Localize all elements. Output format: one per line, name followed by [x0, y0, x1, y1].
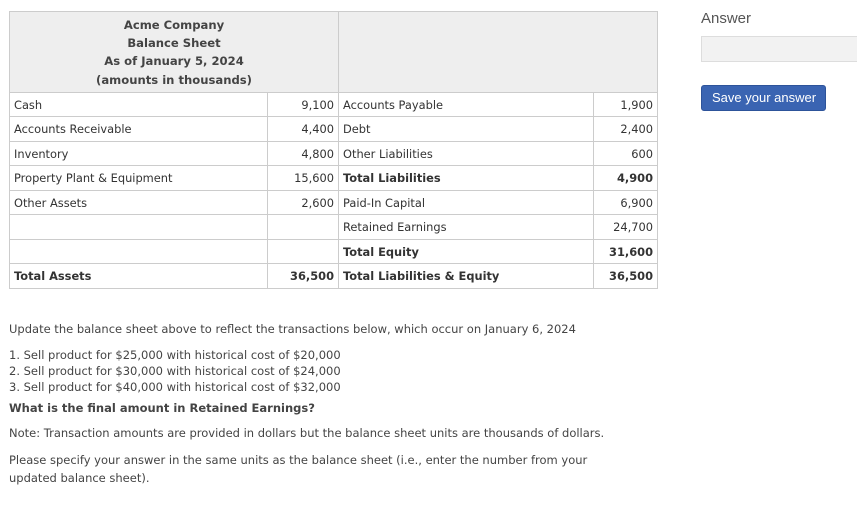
retained-earnings-label: Retained Earnings	[339, 215, 594, 240]
balance-sheet-table	[9, 11, 658, 289]
retained-earnings-value: 24,700	[594, 215, 658, 240]
total-equity-label: Total Equity	[339, 239, 594, 264]
total-liabilities-label: Total Liabilities	[339, 166, 594, 191]
asset-value: 15,600	[268, 166, 339, 191]
total-equity-value: 31,600	[594, 239, 658, 264]
question-note: Note: Transaction amounts are provided in dollars but the balance sheet units are thousands of dollars.	[9, 426, 605, 440]
total-liabilities-equity-label: Total Liabilities & Equity	[339, 264, 594, 289]
balance-sheet-header-right	[339, 12, 658, 93]
asset-value: 4,800	[268, 141, 339, 166]
question-text	[9, 322, 649, 487]
list-item: 1. Sell product for $25,000 with historical cost of $20,000	[9, 348, 341, 362]
liability-value: 600	[594, 141, 658, 166]
table-row	[10, 92, 658, 117]
transaction-list	[9, 347, 649, 395]
asset-label: Cash	[10, 92, 268, 117]
asset-value: 4,400	[268, 117, 339, 142]
liability-value: 1,900	[594, 92, 658, 117]
asset-label: Accounts Receivable	[10, 117, 268, 142]
sheet-date: As of January 5, 2024	[104, 54, 244, 69]
company-name: Acme Company	[123, 18, 225, 32]
answer-panel	[701, 10, 857, 111]
question-specify: Please specify your answer in the same units as the balance sheet (i.e., enter the number from your updated balance sheet).	[9, 453, 588, 485]
liability-label: Paid-In Capital	[339, 190, 594, 215]
asset-label	[10, 215, 268, 240]
total-assets-value: 36,500	[268, 264, 339, 289]
asset-label: Inventory	[10, 141, 268, 166]
liability-label: Accounts Payable	[339, 92, 594, 117]
total-liabilities-value: 4,900	[594, 166, 658, 191]
sheet-units: (amounts in thousands)	[96, 72, 252, 87]
list-item: 2. Sell product for $30,000 with historical cost of $24,000	[9, 364, 341, 378]
asset-label	[10, 239, 268, 264]
table-row	[10, 117, 658, 142]
asset-value: 2,600	[268, 190, 339, 215]
question-ask: What is the final amount in Retained Earnings?	[9, 401, 315, 415]
total-liabilities-equity-value: 36,500	[594, 264, 658, 289]
table-row	[10, 166, 658, 191]
asset-value: 9,100	[268, 92, 339, 117]
asset-label: Property Plant & Equipment	[10, 166, 268, 191]
asset-value	[268, 215, 339, 240]
liability-value: 2,400	[594, 117, 658, 142]
save-answer-button[interactable]: Save your answer	[701, 85, 826, 111]
balance-sheet-header	[10, 12, 339, 93]
table-row	[10, 264, 658, 289]
question-intro: Update the balance sheet above to reflect the transactions below, which occur on January 6, 2024	[9, 322, 576, 336]
liability-value: 6,900	[594, 190, 658, 215]
table-row	[10, 190, 658, 215]
liability-label: Other Liabilities	[339, 141, 594, 166]
table-row	[10, 215, 658, 240]
answer-title: Answer	[701, 10, 752, 27]
asset-value	[268, 239, 339, 264]
answer-input[interactable]	[701, 36, 857, 62]
list-item: 3. Sell product for $40,000 with historical cost of $32,000	[9, 380, 341, 394]
sheet-title: Balance Sheet	[127, 36, 221, 51]
table-row	[10, 239, 658, 264]
asset-label: Other Assets	[10, 190, 268, 215]
balance-sheet-header-row	[10, 12, 658, 93]
total-assets-label: Total Assets	[10, 264, 268, 289]
table-row	[10, 141, 658, 166]
liability-label: Debt	[339, 117, 594, 142]
